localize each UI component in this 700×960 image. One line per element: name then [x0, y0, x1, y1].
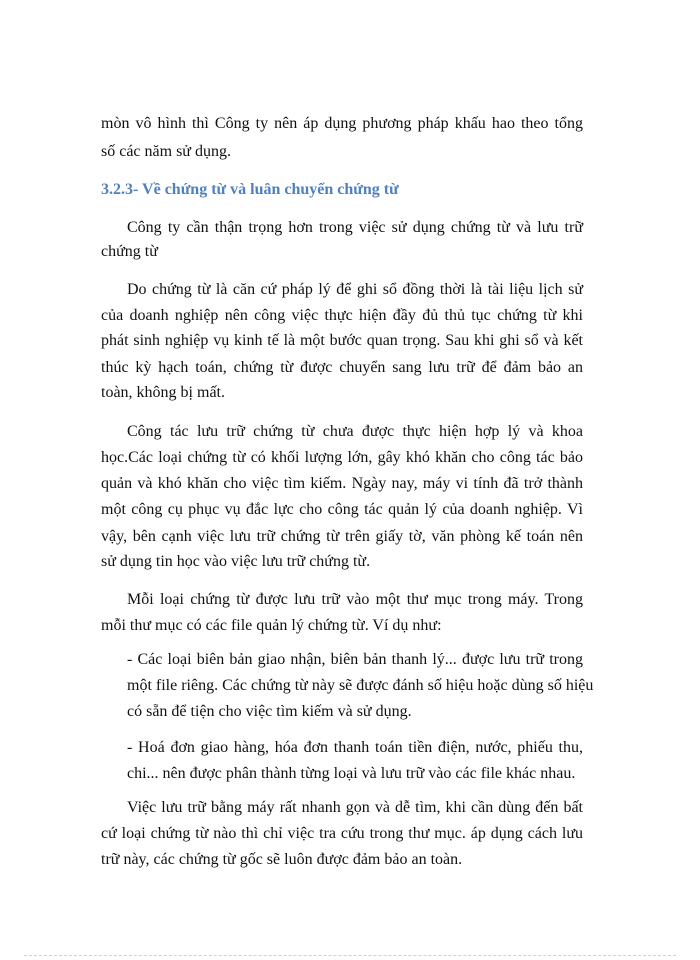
list-item-line: chi... nên được phân thành từng loại và lưu trữ vào các file khác nhau. [127, 765, 576, 782]
paragraph-line: học.Các loại chứng từ có khối lượng lớn, gây khó khăn cho công tác bảo [101, 449, 583, 466]
paragraph-line: số các năm sử dụng. [101, 143, 231, 160]
paragraph-line: toàn, không bị mất. [101, 384, 225, 401]
paragraph-line: thúc kỳ hạch toán, chứng từ được chuyển sang lưu trữ để đảm bảo an [101, 359, 583, 376]
list-item-line: một file riêng. Các chứng từ này sẽ được đánh số hiệu hoặc dùng số hiệu [127, 677, 594, 694]
paragraph-line: vậy, bên cạnh việc lưu trữ chứng từ trên giấy tờ, văn phòng kế toán nên [101, 528, 583, 545]
paragraph-line: quản và khó khăn cho việc tìm kiếm. Ngày nay, máy vi tính đã trở thành [101, 475, 583, 492]
paragraph-line: mỗi thư mục có các file quản lý chứng từ. Ví dụ như: [101, 617, 442, 634]
list-item-line: - Hoá đơn giao hàng, hóa đơn thanh toán tiền điện, nước, phiếu thu, [127, 739, 583, 756]
paragraph-line: trữ này, các chứng từ gốc sẽ luôn được đảm bảo an toàn. [101, 851, 463, 868]
paragraph-line: sử dụng tin học vào việc lưu trữ chứng từ. [101, 553, 371, 570]
paragraph-line: phát sinh nghiệp vụ kinh tế là một bước quan trọng. Sau khi ghi sổ và kết [101, 332, 583, 349]
paragraph-line: Công ty cần thận trọng hơn trong việc sử dụng chứng từ và lưu trữ [127, 219, 583, 236]
list-item-line: - Các loại biên bản giao nhận, biên bản thanh lý... được lưu trữ trong [127, 651, 583, 668]
paragraph-line: Việc lưu trữ bằng máy rất nhanh gọn và dễ tìm, khi cần dùng đến bất [127, 799, 583, 816]
paragraph-line: mòn vô hình thì Công ty nên áp dụng phương pháp khấu hao theo tổng [101, 115, 583, 132]
paragraph-line: cứ loại chứng từ nào thì chỉ việc tra cứu trong thư mục. áp dụng cách lưu [101, 825, 583, 842]
paragraph-line: một công cụ phục vụ đắc lực cho công tác quản lý của doanh nghiệp. Vì [101, 501, 583, 518]
section-heading: 3.2.3- Về chứng từ và luân chuyển chứng từ [101, 181, 399, 198]
list-item-line: có sẵn để tiện cho việc tìm kiếm và sử dụng. [127, 703, 412, 720]
paragraph-line: Công tác lưu trữ chứng từ chưa được thực hiện hợp lý và khoa [127, 423, 583, 440]
page-bottom-rule [24, 955, 676, 956]
paragraph-line: Do chứng từ là căn cứ pháp lý để ghi sổ đồng thời là tài liệu lịch sử [127, 281, 583, 298]
paragraph-line: Mỗi loại chứng từ được lưu trữ vào một thư mục trong máy. Trong [127, 591, 583, 608]
paragraph-line: chứng từ [101, 243, 158, 260]
paragraph-line: của doanh nghiệp nên công việc thực hiện đầy đủ thủ tục chứng từ khi [101, 307, 583, 324]
